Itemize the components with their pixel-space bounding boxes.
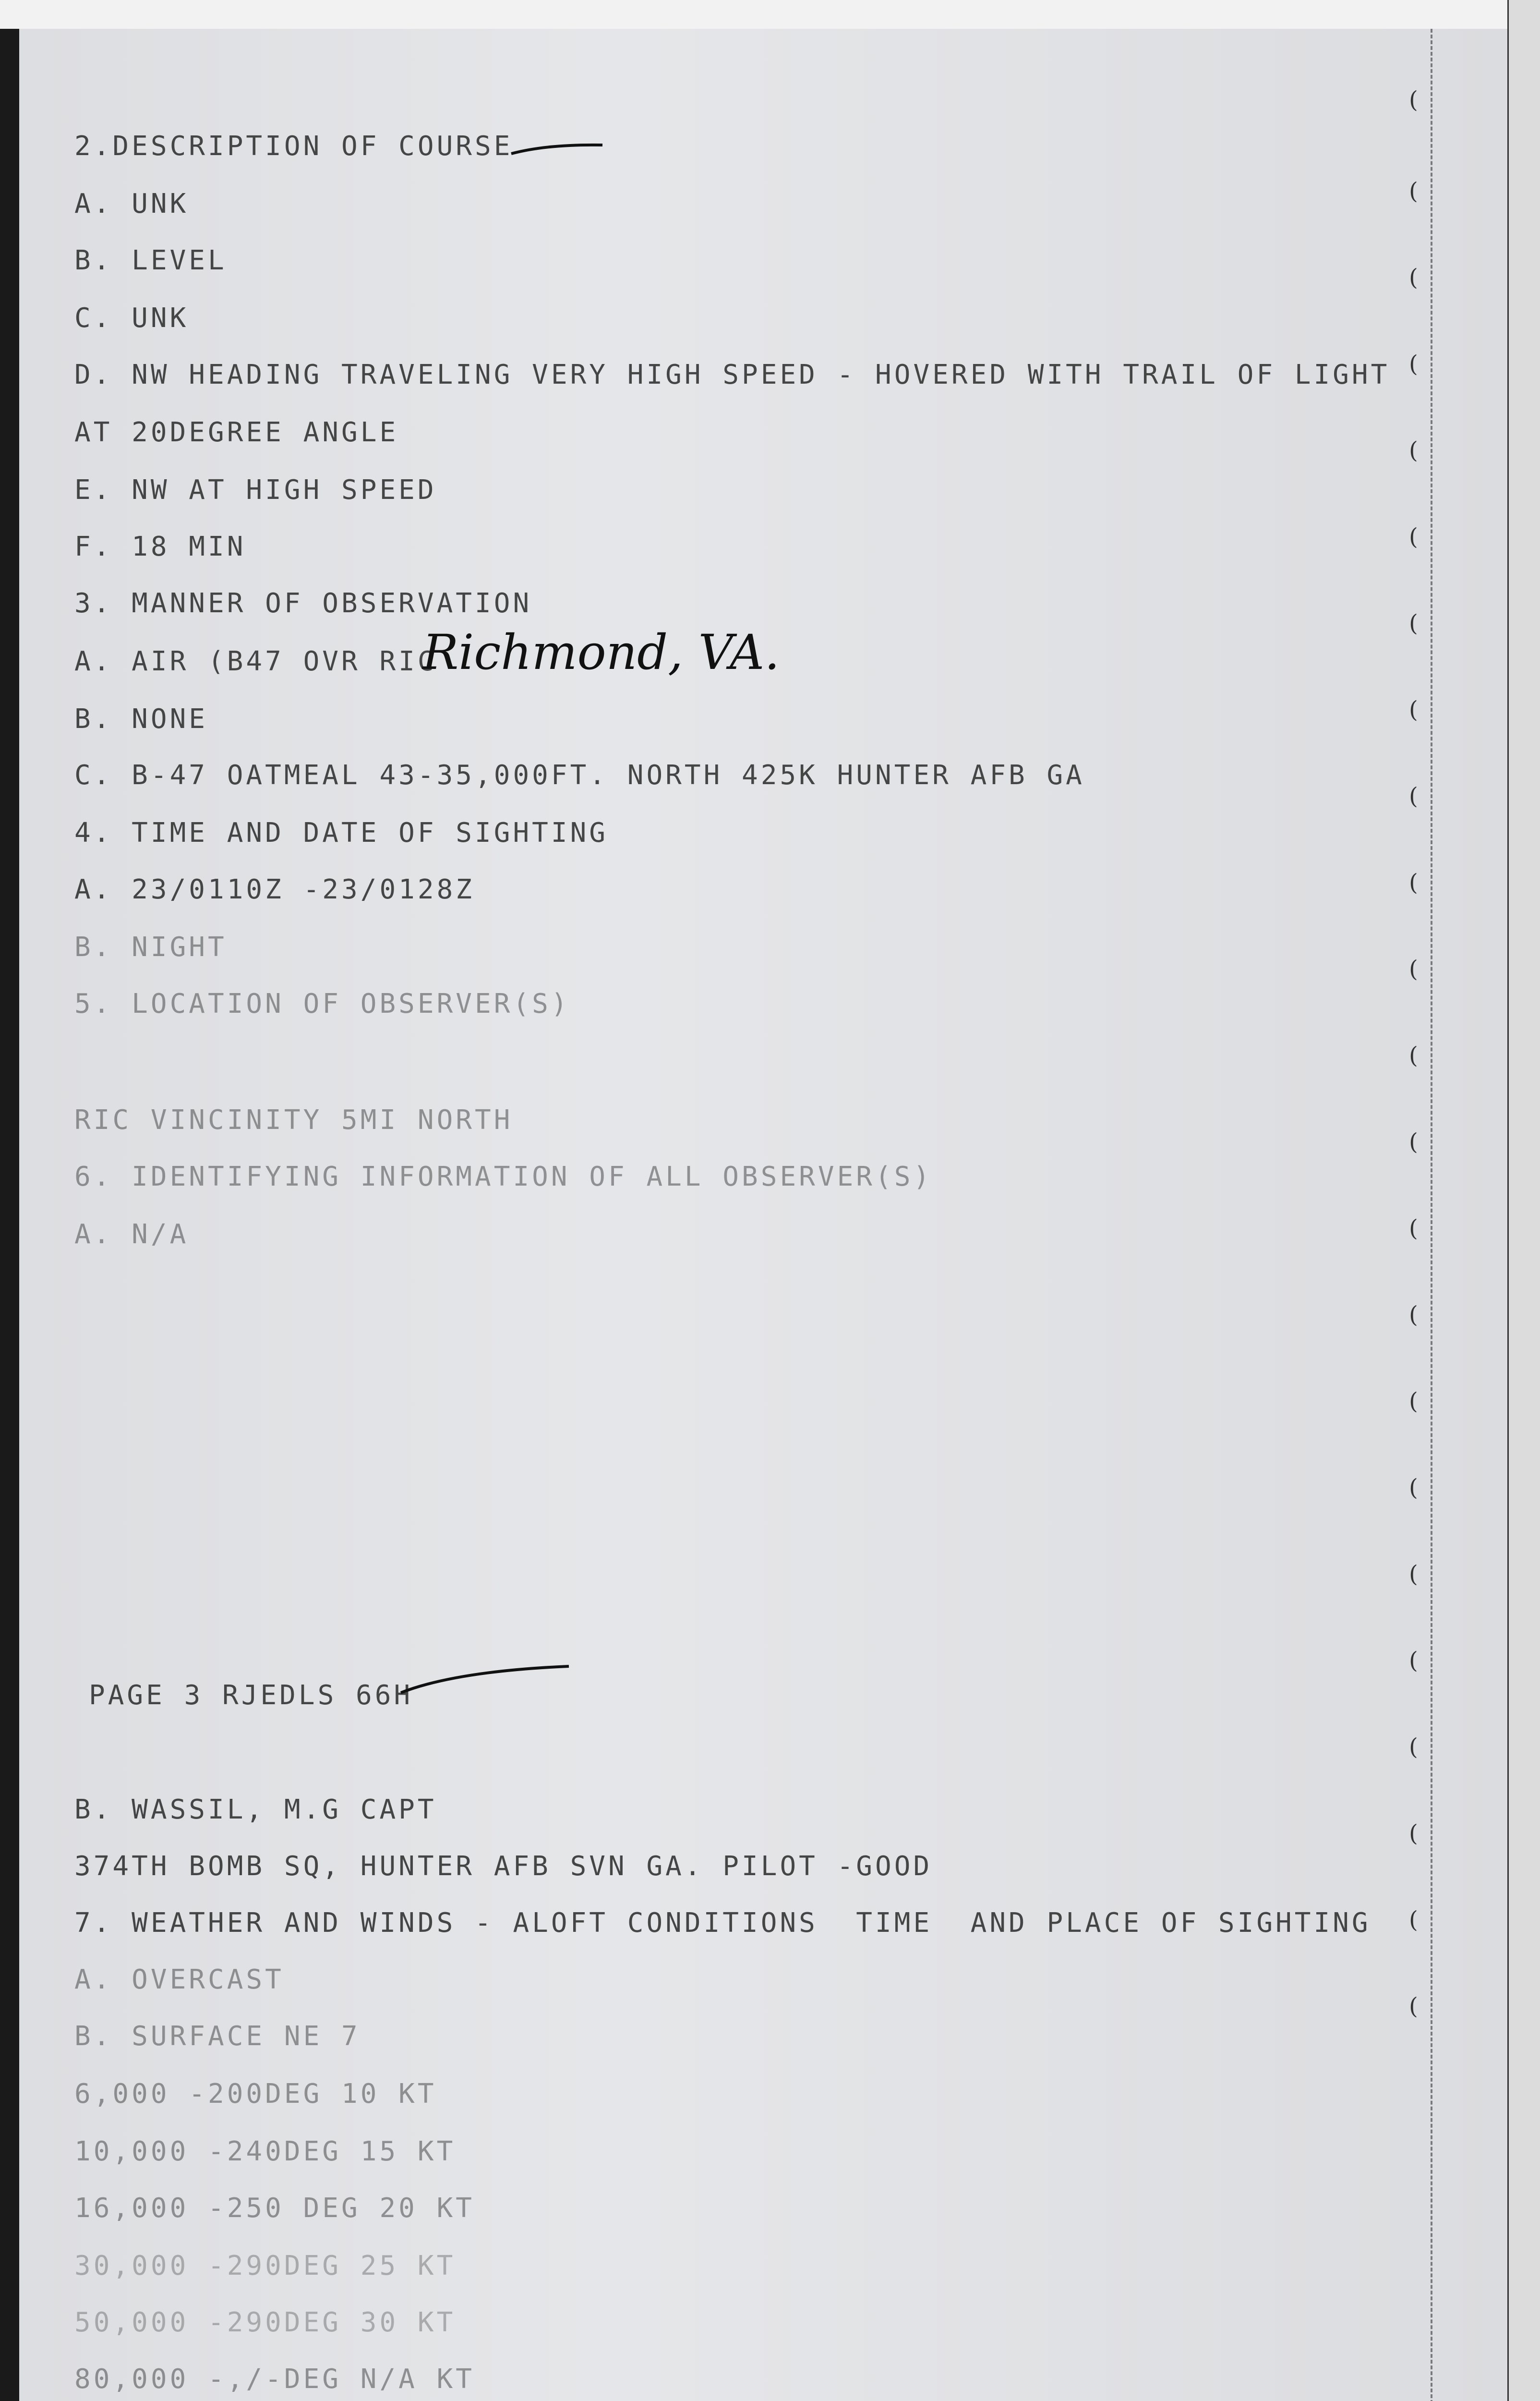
text-line: A. N/A xyxy=(74,1219,189,1250)
text-line: A. 23/0110Z -23/0128Z xyxy=(74,874,475,905)
section-heading: 2.DESCRIPTION OF COURSE xyxy=(74,131,513,162)
text-line: B. LEVEL xyxy=(74,245,227,276)
sprocket-hole-icon: ( xyxy=(1409,437,1418,464)
sprocket-hole-icon: ( xyxy=(1409,783,1418,810)
text-line: 30,000 -290DEG 25 KT xyxy=(74,2250,456,2281)
sprocket-hole-icon: ( xyxy=(1409,523,1418,550)
text-line: B. NIGHT xyxy=(74,932,227,963)
sprocket-hole-icon: ( xyxy=(1409,264,1418,291)
section-heading: 7. WEATHER AND WINDS - ALOFT CONDITIONS TIME AND PLACE OF SIGHTING xyxy=(74,1907,1371,1939)
sprocket-hole-icon: ( xyxy=(1409,1993,1418,2020)
sprocket-hole-icon: ( xyxy=(1409,1734,1418,1760)
sprocket-hole-icon: ( xyxy=(1409,869,1418,896)
sprocket-hole-icon: ( xyxy=(1409,1906,1418,1933)
text-line: D. NW HEADING TRAVELING VERY HIGH SPEED - HOVERED WITH TRAIL OF LIGHT xyxy=(74,359,1390,390)
handwritten-annotation: Richmond, VA. xyxy=(422,624,780,680)
sprocket-hole-icon: ( xyxy=(1409,351,1418,377)
text-line: 16,000 -250 DEG 20 KT xyxy=(74,2193,475,2224)
sprocket-hole-icon: ( xyxy=(1409,86,1418,113)
section-heading: 6. IDENTIFYING INFORMATION OF ALL OBSERVER(S) xyxy=(74,1161,933,1192)
sprocket-hole-icon: ( xyxy=(1409,178,1418,205)
text-line: 50,000 -290DEG 30 KT xyxy=(74,2307,456,2338)
text-line: F. 18 MIN xyxy=(74,531,246,562)
sprocket-hole-icon: ( xyxy=(1409,1128,1418,1155)
sprocket-hole-icon: ( xyxy=(1409,956,1418,982)
sprocket-hole-icon: ( xyxy=(1409,1042,1418,1069)
section-heading: 5. LOCATION OF OBSERVER(S) xyxy=(74,988,570,1019)
sprocket-hole-icon: ( xyxy=(1409,1474,1418,1501)
page-header: PAGE 3 RJEDLS 66H xyxy=(89,1680,413,1711)
sprocket-hole-icon: ( xyxy=(1409,696,1418,723)
text-line: RIC VINCINITY 5MI NORTH xyxy=(74,1104,513,1136)
text-line: 10,000 -240DEG 15 KT xyxy=(74,2136,456,2167)
sprocket-hole-icon: ( xyxy=(1409,1561,1418,1588)
underline-stroke xyxy=(398,1657,571,1700)
text-line: E. NW AT HIGH SPEED xyxy=(74,474,437,506)
text-line: B. SURFACE NE 7 xyxy=(74,2021,361,2052)
sprocket-hole-icon: ( xyxy=(1409,1388,1418,1415)
text-line: C. UNK xyxy=(74,303,189,334)
text-line: A. AIR (B47 OVR RIC xyxy=(74,646,437,677)
sprocket-hole-icon: ( xyxy=(1409,1820,1418,1847)
underline-stroke xyxy=(509,139,605,163)
text-line: AT 20DEGREE ANGLE xyxy=(74,417,399,448)
text-line: A. OVERCAST xyxy=(74,1964,284,1995)
text-line: B. NONE xyxy=(74,703,208,735)
sprocket-hole-icon: ( xyxy=(1409,1647,1418,1674)
section-heading: 4. TIME AND DATE OF SIGHTING xyxy=(74,817,609,849)
sprocket-hole-icon: ( xyxy=(1409,610,1418,637)
text-line: 80,000 -,/-DEG N/A KT xyxy=(74,2364,475,2395)
scan-top-strip xyxy=(0,0,1540,29)
sprocket-hole-icon: ( xyxy=(1409,1301,1418,1328)
page-right-edge xyxy=(1507,0,1540,2401)
tractor-feed-perforation xyxy=(1431,29,1432,2401)
text-line: B. WASSIL, M.G CAPT xyxy=(74,1794,437,1825)
sprocket-hole-icon: ( xyxy=(1409,1215,1418,1242)
text-line: C. B-47 OATMEAL 43-35,000FT. NORTH 425K HUNTER AFB GA xyxy=(74,760,1085,791)
text-line: 6,000 -200DEG 10 KT xyxy=(74,2078,437,2110)
text-line: 374TH BOMB SQ, HUNTER AFB SVN GA. PILOT -GOOD xyxy=(74,1851,933,1882)
text-line: A. UNK xyxy=(74,188,189,219)
section-heading: 3. MANNER OF OBSERVATION xyxy=(74,588,532,619)
